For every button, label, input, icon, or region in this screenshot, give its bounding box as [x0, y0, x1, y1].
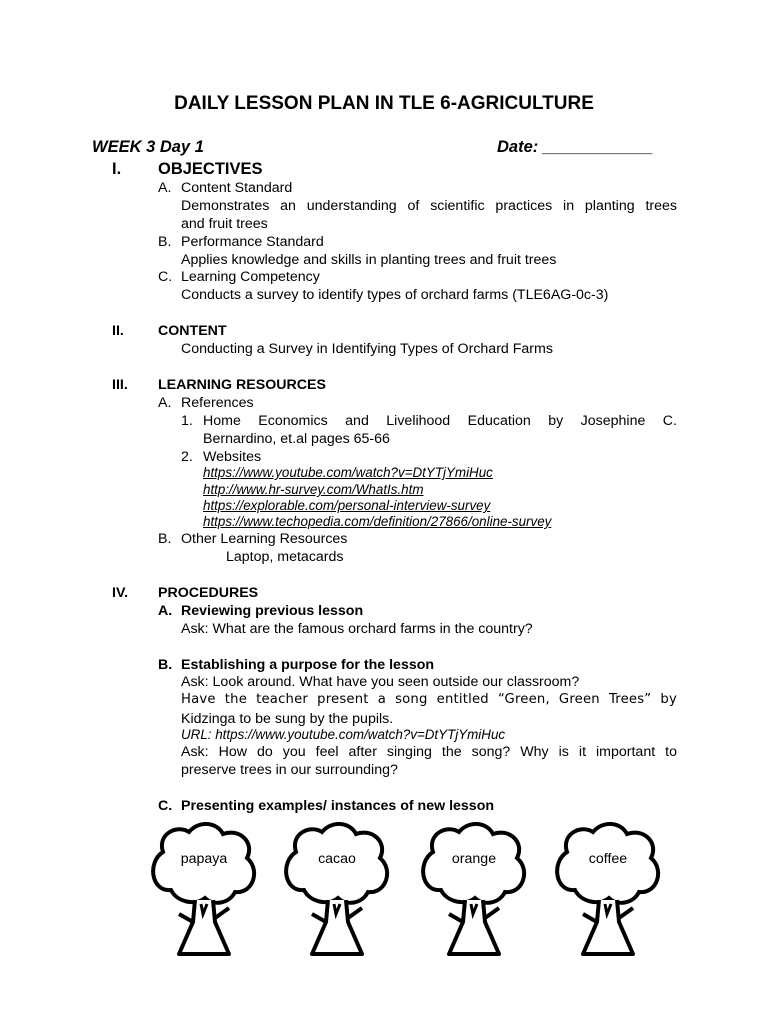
tree-icon	[282, 822, 392, 957]
item-label: A.	[158, 603, 173, 619]
learning-competency-text: Conducts a survey to identify types of orchard farms (TLE6AG-0c-3)	[181, 287, 609, 303]
website-link[interactable]: https://www.techopedia.com/definition/27866/online-survey	[203, 514, 552, 529]
procedure-b-title: Establishing a purpose for the lesson	[181, 657, 435, 673]
tree-card-papaya	[149, 822, 259, 957]
content-text: Conducting a Survey in Identifying Types of Orchard Farms	[181, 341, 553, 357]
procedure-b-text-line: Have the teacher present a song entitled “Green, Green Trees” by	[181, 692, 677, 707]
item-label: C.	[158, 269, 173, 285]
tree-label: cacao	[318, 851, 356, 867]
section-number-resources: III.	[112, 377, 128, 393]
tree-icon	[553, 822, 663, 957]
procedure-a-title: Reviewing previous lesson	[181, 603, 364, 619]
learning-competency-title: Learning Competency	[181, 269, 320, 285]
tree-icon	[149, 822, 259, 957]
procedure-b-text-line: Ask: How do you feel after singing the song? Why is it important to	[181, 744, 677, 760]
item-label: B.	[158, 657, 173, 673]
procedure-b-text-line: Kidzinga to be sung by the pupils.	[181, 711, 394, 727]
tree-card-coffee	[553, 822, 663, 957]
item-label: C.	[158, 798, 173, 814]
reference-text-line: Bernardino, et.al pages 65-66	[203, 431, 390, 447]
content-standard-title: Content Standard	[181, 180, 293, 196]
content-standard-text-line: Demonstrates an understanding of scientific practices in planting trees	[181, 198, 677, 214]
date-field: Date: ____________	[497, 138, 653, 156]
other-resources-text: Laptop, metacards	[226, 549, 344, 565]
website-link[interactable]: http://www.hr-survey.com/WhatIs.htm	[203, 482, 424, 497]
website-link[interactable]: https://explorable.com/personal-interview-survey	[203, 498, 491, 513]
item-label: B.	[158, 531, 172, 547]
section-heading-procedures: PROCEDURES	[158, 585, 259, 601]
procedure-c-title: Presenting examples/ instances of new lesson	[181, 798, 495, 814]
procedure-a-text: Ask: What are the famous orchard farms in the country?	[181, 621, 533, 637]
reference-number: 2.	[181, 449, 193, 465]
section-heading-resources: LEARNING RESOURCES	[158, 377, 326, 393]
section-number-procedures: IV.	[112, 585, 129, 601]
week-day-label: WEEK 3 Day 1	[92, 138, 204, 156]
section-heading-objectives: OBJECTIVES	[158, 160, 263, 178]
tree-label: papaya	[180, 851, 228, 867]
references-title: References	[181, 395, 254, 411]
performance-standard-title: Performance Standard	[181, 234, 324, 250]
song-url[interactable]: URL: https://www.youtube.com/watch?v=DtYTjYmiHuc	[181, 727, 506, 742]
reference-text-line: Home Economics and Livelihood Education by Josephine C.	[203, 413, 677, 429]
document-title: DAILY LESSON PLAN IN TLE 6-AGRICULTURE	[174, 93, 594, 114]
procedure-b-text-line: Ask: Look around. What have you seen outside our classroom?	[181, 674, 580, 690]
tree-label: coffee	[588, 851, 628, 867]
procedure-b-text-line: preserve trees in our surrounding?	[181, 762, 398, 778]
tree-icon	[419, 822, 529, 957]
section-heading-content: CONTENT	[158, 323, 227, 339]
tree-card-orange	[419, 822, 529, 957]
section-number-content: II.	[112, 323, 124, 339]
item-label: A.	[158, 180, 172, 196]
performance-standard-text: Applies knowledge and skills in planting trees and fruit trees	[181, 252, 557, 268]
website-link[interactable]: https://www.youtube.com/watch?v=DtYTjYmiHuc	[203, 465, 493, 480]
item-label: B.	[158, 234, 172, 250]
section-number-objectives: I.	[112, 160, 122, 178]
websites-title: Websites	[203, 449, 262, 465]
tree-label: orange	[451, 851, 497, 867]
content-standard-text-line: and fruit trees	[181, 216, 268, 232]
reference-number: 1.	[181, 413, 193, 429]
item-label: A.	[158, 395, 172, 411]
other-resources-title: Other Learning Resources	[181, 531, 348, 547]
tree-card-cacao	[282, 822, 392, 957]
